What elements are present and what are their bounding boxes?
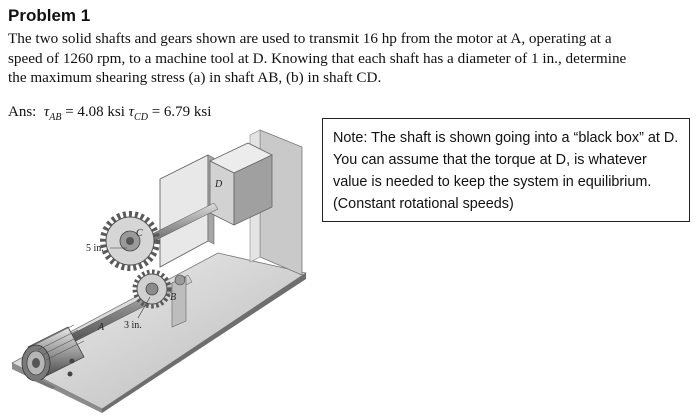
note-box [322, 118, 690, 222]
label-radius-b: 3 in. [124, 320, 142, 331]
label-c: C [136, 228, 143, 239]
label-d: D [215, 179, 223, 190]
shaft-gear-figure [10, 125, 310, 413]
label-b: B [170, 292, 177, 303]
tau-ab-symbol: τ [43, 104, 50, 120]
problem-statement [8, 29, 696, 88]
label-a: A [98, 322, 105, 333]
tau-ab-value: = 4.08 ksi [65, 104, 125, 120]
statement-line-3: the maximum shearing stress (a) in shaft AB, (b) in shaft CD. [8, 69, 382, 86]
label-radius-c: 5 in. [86, 243, 104, 254]
problem-title: Problem 1 [8, 6, 91, 25]
tau-cd-symbol: τ [128, 104, 135, 120]
tau-cd-subscript: CD [134, 112, 148, 123]
note-text: Note: The shaft is shown going into a “black box” at D. You can assume that the torque at D, is whatever value is needed to keep the system in equilibrium. (Constant rotational speeds) [333, 130, 679, 212]
answer-prefix: Ans: [8, 104, 37, 120]
statement-line-2: speed of 1260 rpm, to a machine tool at D. Knowing that each shaft has a diameter of 1 in., determine [8, 49, 627, 67]
tau-cd-value: = 6.79 ksi [151, 104, 212, 120]
answer-line [8, 104, 211, 123]
statement-line-1: The two solid shafts and gears shown are used to transmit 16 hp from the motor at A, operating at a [8, 30, 612, 47]
gear-c [103, 214, 157, 268]
tau-ab-subscript: AB [49, 112, 62, 123]
